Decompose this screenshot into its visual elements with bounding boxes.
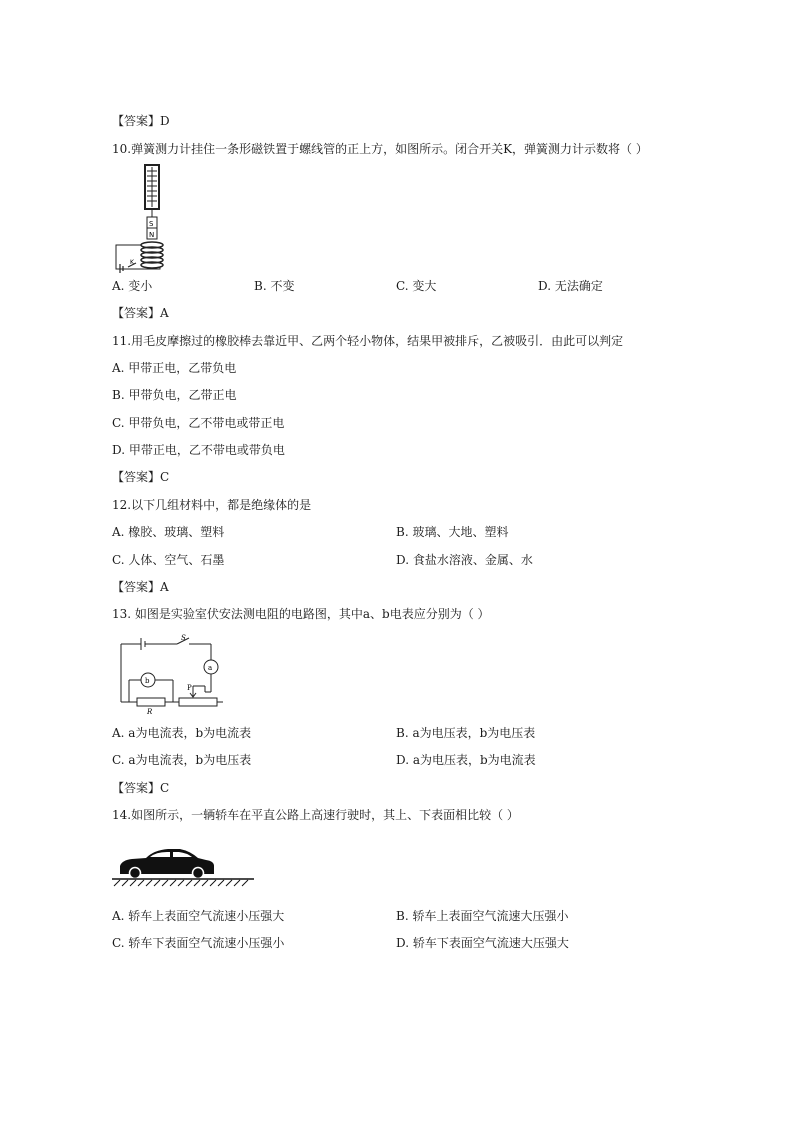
resistor-r-label: R (147, 708, 153, 716)
answer-q11: 【答案】C (112, 470, 170, 484)
switch-s-label: S (181, 634, 186, 642)
question-12-stem: 12.以下几组材料中，都是绝缘体的是 (112, 498, 312, 512)
option-12-d: D. 食盐水溶液、金属、水 (396, 553, 533, 567)
question-14-stem: 14.如图所示，一辆轿车在平直公路上高速行驶时，其上、下表面相比较（ ） (112, 808, 519, 822)
meter-a-label: a (208, 664, 213, 672)
question-10-stem: 10.弹簧测力计挂住一条形磁铁置于螺线管的正上方，如图所示。闭合开关K，弹簧测力计示数将（ ） (112, 142, 648, 156)
meter-b-label: b (145, 677, 150, 685)
voltammetry-circuit-figure (117, 632, 229, 716)
option-11-c: C. 甲带负电，乙不带电或带正电 (112, 416, 285, 430)
option-14-b: B. 轿车上表面空气流速大压强小 (396, 909, 569, 923)
option-10-b: B. 不变 (254, 279, 295, 293)
option-14-c: C. 轿车下表面空气流速小压强小 (112, 936, 285, 950)
option-13-c: C. a为电流表，b为电压表 (112, 753, 252, 767)
answer-q12: 【答案】A (112, 580, 169, 594)
spring-scale-solenoid-figure (112, 163, 174, 273)
option-13-b: B. a为电压表，b为电压表 (396, 726, 536, 740)
option-11-d: D. 甲带正电，乙不带电或带负电 (112, 443, 285, 457)
option-13-a: A. a为电流表，b为电流表 (112, 726, 252, 740)
option-11-a: A. 甲带正电，乙带负电 (112, 361, 237, 375)
option-14-a: A. 轿车上表面空气流速小压强大 (112, 909, 285, 923)
option-12-c: C. 人体、空气、石墨 (112, 553, 225, 567)
switch-k-label: K (130, 259, 134, 266)
option-10-d: D. 无法确定 (538, 279, 603, 293)
option-10-c: C. 变大 (396, 279, 437, 293)
option-12-b: B. 玻璃、大地、塑料 (396, 525, 509, 539)
magnet-s-label: S (149, 220, 154, 228)
slider-p-label: P (187, 684, 192, 692)
magnet-n-label: N (149, 231, 155, 239)
option-13-d: D. a为电压表，b为电流表 (396, 753, 536, 767)
option-12-a: A. 橡胶、玻璃、塑料 (112, 525, 225, 539)
question-13-stem: 13. 如图是实验室伏安法测电阻的电路图，其中a、b电表应分别为（ ） (112, 607, 490, 621)
answer-q9: 【答案】D (112, 114, 170, 128)
car-on-road-figure (110, 842, 256, 888)
answer-q10: 【答案】A (112, 306, 169, 320)
answer-q13: 【答案】C (112, 781, 170, 795)
question-11-stem: 11.用毛皮摩擦过的橡胶棒去靠近甲、乙两个轻小物体，结果甲被排斥，乙被吸引．由此可以判定 (112, 334, 624, 348)
option-10-a: A. 变小 (112, 279, 153, 293)
option-11-b: B. 甲带负电，乙带正电 (112, 388, 237, 402)
option-14-d: D. 轿车下表面空气流速大压强大 (396, 936, 569, 950)
